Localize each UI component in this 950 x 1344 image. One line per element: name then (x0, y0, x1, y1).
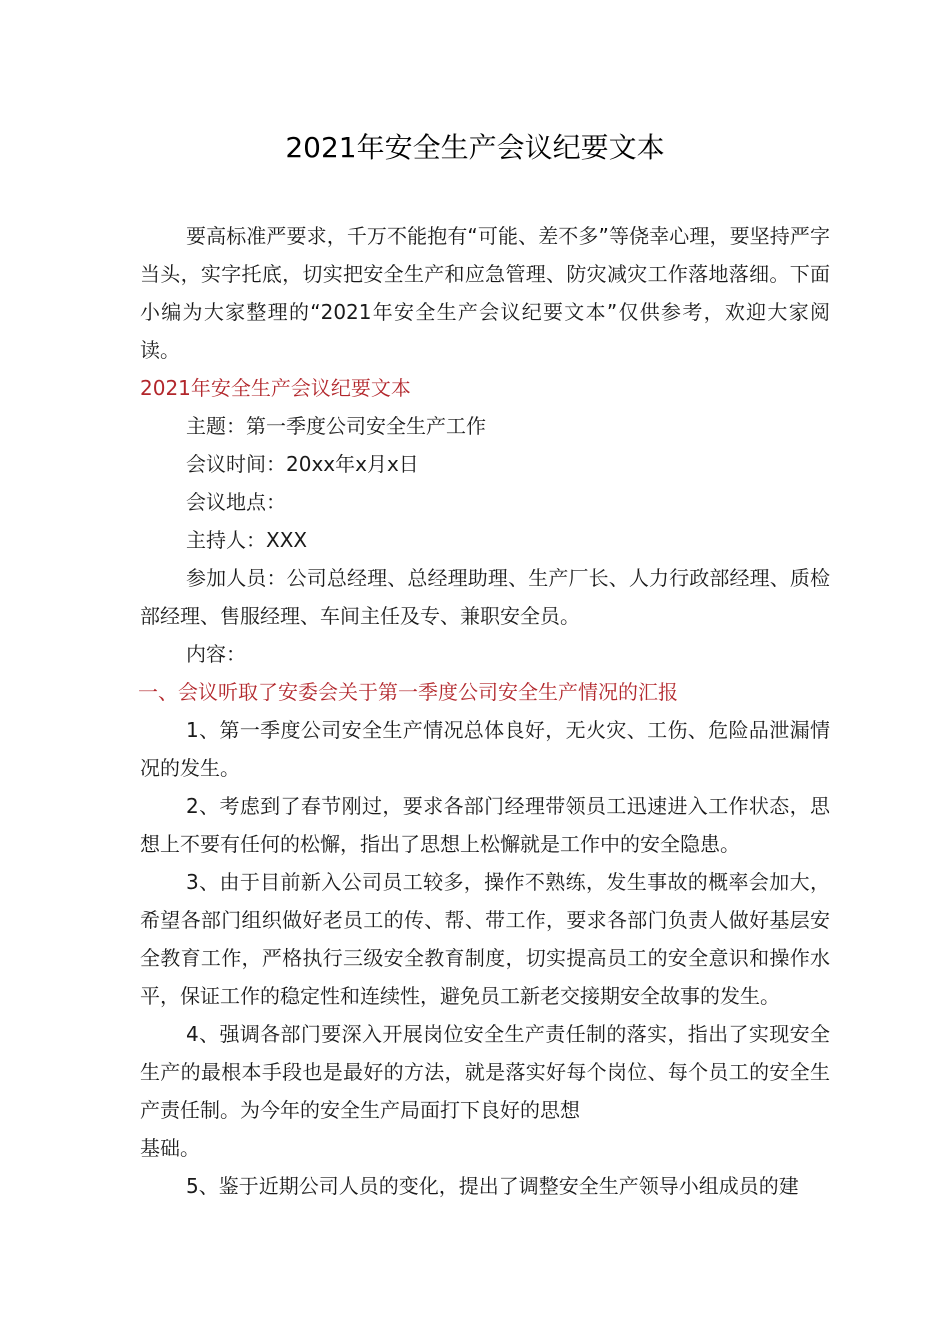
meeting-time: 会议时间：20xx年x月x日 (186, 452, 419, 476)
list-item-continuation: 基础。 (140, 1136, 200, 1160)
meeting-place: 会议地点： (186, 490, 286, 514)
list-item: 2、考虑到了春节刚过，要求各部门经理带领员工迅速进入工作状态，思想上不要有任何的松懈，指出了思想上松懈就是工作中的安全隐患。 (140, 794, 830, 856)
subtitle-heading: 2021年安全生产会议纪要文本 (140, 376, 411, 400)
document-body (140, 217, 830, 1205)
section-heading: 一、会议听取了安委会关于第一季度公司安全生产情况的汇报 (138, 680, 678, 704)
meeting-topic: 主题：第一季度公司安全生产工作 (186, 414, 486, 438)
list-item: 1、第一季度公司安全生产情况总体良好，无火灾、工伤、危险品泄漏情况的发生。 (140, 718, 830, 780)
list-item: 4、强调各部门要深入开展岗位安全生产责任制的落实，指出了实现安全生产的最根本手段也是最好的方法，就是落实好每个岗位、每个员工的安全生产责任制。为今年的安全生产局面打下良好的思想 (140, 1022, 830, 1122)
intro-paragraph: 要高标准严要求，千万不能抱有“可能、差不多”等侥幸心理，要坚持严字当头，实字托底，切实把安全生产和应急管理、防灾减灾工作落地落细。下面小编为大家整理的“2021年安全生产会议纪要文本”仅供参考，欢迎大家阅读。 (140, 224, 830, 362)
list-item: 5、鉴于近期公司人员的变化，提出了调整安全生产领导小组成员的建 (186, 1174, 799, 1198)
list-item: 3、由于目前新入公司员工较多，操作不熟练，发生事故的概率会加大，希望各部门组织做好老员工的传、帮、带工作，要求各部门负责人做好基层安全教育工作，严格执行三级安全教育制度，切实提高员工的安全意识和操作水平，保证工作的稳定性和连续性，避免员工新老交接期安全故事的发生。 (140, 870, 830, 1008)
document-title: 2021年安全生产会议纪要文本 (285, 131, 665, 164)
meeting-attendees: 参加人员：公司总经理、总经理助理、生产厂长、人力行政部经理、质检部经理、售服经理、车间主任及专、兼职安全员。 (140, 566, 830, 628)
content-label: 内容： (186, 642, 246, 666)
meeting-host: 主持人：XXX (186, 528, 308, 552)
